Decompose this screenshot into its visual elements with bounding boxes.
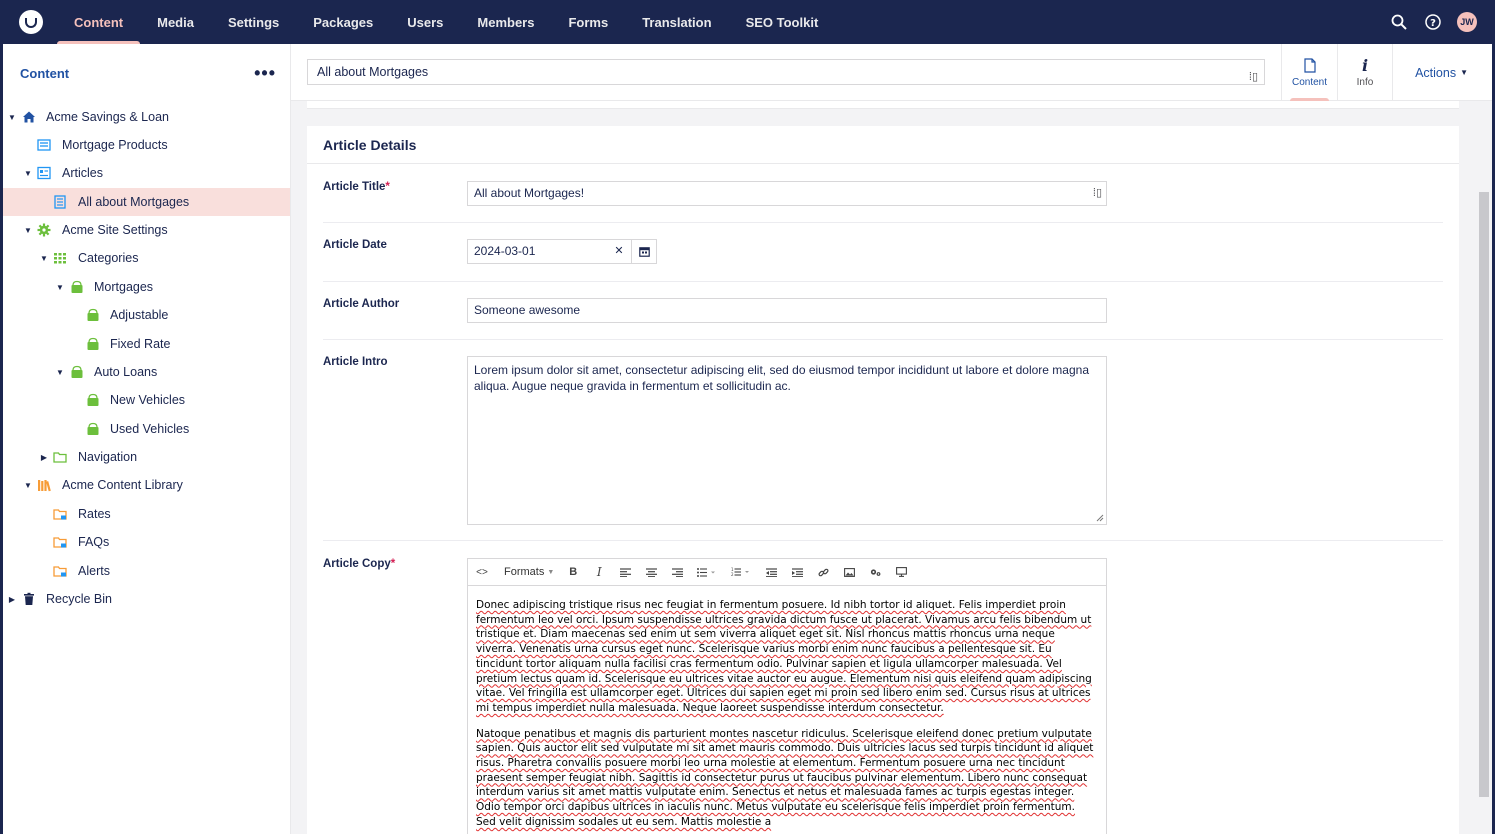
nav-users[interactable]: Users xyxy=(407,14,444,30)
nav-forms[interactable]: Forms xyxy=(568,14,609,30)
tree-item-recycle-bin[interactable] xyxy=(3,585,290,613)
align-center-icon[interactable] xyxy=(638,559,664,586)
clear-date-icon[interactable]: ✕ xyxy=(614,245,624,257)
tree-item-label: Categories xyxy=(78,251,139,265)
folder-icon xyxy=(53,450,67,464)
caret-down-icon: ▼ xyxy=(1460,68,1468,77)
umbraco-logo-icon[interactable] xyxy=(19,10,43,34)
category-folder-icon xyxy=(70,280,84,294)
tree-item-label: Mortgages xyxy=(94,280,154,294)
panel-title: Article Details xyxy=(307,126,1459,164)
tree-item-label: Recycle Bin xyxy=(46,592,112,606)
embed-icon[interactable] xyxy=(888,559,914,586)
tree-item-mortgage-products[interactable] xyxy=(3,131,290,159)
more-options-icon[interactable]: ••• xyxy=(254,62,276,83)
outdent-icon[interactable] xyxy=(758,559,784,586)
tree-item-label: Acme Content Library xyxy=(62,478,183,492)
tree-item-label: Acme Site Settings xyxy=(62,223,168,237)
caret-down-icon[interactable]: ▼ xyxy=(8,112,16,122)
formats-dropdown[interactable]: Formats ▼ xyxy=(504,566,555,578)
tree-item-label: Fixed Rate xyxy=(110,337,171,351)
tab-content-label: Content xyxy=(1291,76,1328,88)
article-author-input[interactable] xyxy=(467,298,1107,323)
tree-item-categories[interactable] xyxy=(3,244,290,272)
category-folder-icon xyxy=(70,365,84,379)
caret-right-icon[interactable]: ▶ xyxy=(8,594,16,604)
nav-content[interactable]: Content xyxy=(57,0,140,44)
tree-item-label: New Vehicles xyxy=(110,393,186,407)
category-icon xyxy=(86,393,100,407)
editor-content-area xyxy=(291,101,1477,834)
nav-settings[interactable]: Settings xyxy=(227,14,280,30)
nav-media[interactable]: Media xyxy=(157,14,194,30)
top-navigation-bar xyxy=(0,0,1495,44)
help-icon[interactable] xyxy=(1423,12,1443,32)
article-intro-label: Article Intro xyxy=(323,356,388,368)
article-title-value: All about Mortgages! xyxy=(474,186,585,200)
tree-item-rates[interactable] xyxy=(3,500,290,528)
article-details-panel xyxy=(307,126,1459,834)
rte-paragraph: Natoque penatibus et magnis dis parturient montes nascetur ridiculus. Scelerisque eleifend donec pretium vulputate sapien. Quis auctor elit sed vulputate mi sit amet mauris commodo. Duis ultricies lacus sed turpis tincidunt id aliquet risus. Pharetra convallis posuere morbi leo urna molestie at elementum. Fermentum posuere urna nec tincidunt praesent semper feugiat nibh. Sagittis id consectetur purus ut faucibus pulvinar elementum. Libero nunc consequat interdum varius sit amet mattis vulputate enim. Senectus et netus et malesuada fames ac turpis egestas integer. Odio tempor orci dapibus ultrices in iaculis nunc. Metus vulputate eu scelerisque felis imperdiet proin fermentum. Sed velit dignissim sodales ut eu sem. Mattis molestie a xyxy=(476,727,1094,828)
tree-item-new-vehicles[interactable] xyxy=(3,386,290,414)
tree-item-acme-site-settings[interactable] xyxy=(3,216,290,244)
article-copy-label: Article Copy* xyxy=(323,558,396,570)
tree-item-used-vehicles[interactable] xyxy=(3,415,290,443)
actions-label: Actions xyxy=(1415,65,1457,80)
macro-icon[interactable] xyxy=(862,559,888,586)
tree-item-label: All about Mortgages xyxy=(78,195,190,209)
input-handle-icon: ⁞▯ xyxy=(1248,71,1258,83)
grid-icon xyxy=(53,251,67,265)
tree-item-auto-loans[interactable] xyxy=(3,358,290,386)
article-author-label: Article Author xyxy=(323,298,400,310)
article-author-value: Someone awesome xyxy=(474,303,581,317)
input-handle-icon: ⁞▯ xyxy=(1092,187,1102,199)
tree-item-articles[interactable] xyxy=(3,159,290,187)
rte-content[interactable] xyxy=(468,587,1106,834)
category-icon xyxy=(86,422,100,436)
tree-item-label: Adjustable xyxy=(110,308,169,322)
article-date-label: Article Date xyxy=(323,239,387,251)
tree-item-faqs[interactable] xyxy=(3,528,290,556)
article-title-input[interactable] xyxy=(467,181,1107,206)
content-folder-icon xyxy=(53,507,67,521)
previous-group-box xyxy=(307,101,1459,109)
node-name-input[interactable] xyxy=(307,59,1265,85)
list-page-icon xyxy=(37,138,51,152)
svg-text:i: i xyxy=(1361,57,1369,73)
svg-text:1: 1 xyxy=(731,567,734,572)
tree-item-navigation[interactable] xyxy=(3,443,290,471)
info-icon xyxy=(1359,57,1371,73)
tree-item-alerts[interactable] xyxy=(3,557,290,585)
nav-seo-toolkit[interactable]: SEO Toolkit xyxy=(745,14,819,30)
tree-item-label: FAQs xyxy=(78,535,110,549)
search-icon[interactable] xyxy=(1389,12,1409,32)
document-icon xyxy=(1304,58,1316,73)
category-icon xyxy=(86,308,100,322)
tree-item-mortgages[interactable] xyxy=(3,273,290,301)
tree-item-fixed-rate[interactable] xyxy=(3,330,290,358)
tree-item-label: Alerts xyxy=(78,564,110,578)
source-code-icon[interactable]: <> xyxy=(476,566,488,578)
category-icon xyxy=(86,337,100,351)
rte-toolbar xyxy=(468,559,1106,586)
property-article-title xyxy=(323,181,1443,223)
home-icon xyxy=(22,110,36,124)
caret-down-icon[interactable]: ▼ xyxy=(56,282,64,292)
section-nav xyxy=(57,0,835,44)
image-icon[interactable] xyxy=(836,559,862,586)
content-folder-icon xyxy=(53,535,67,549)
caret-right-icon[interactable]: ▶ xyxy=(40,452,48,462)
tree-item-all-about-mortgages[interactable] xyxy=(3,188,290,216)
caret-down-icon[interactable]: ▼ xyxy=(24,225,32,235)
link-icon[interactable] xyxy=(810,559,836,586)
caret-down-icon[interactable]: ▼ xyxy=(24,168,32,178)
svg-text:?: ? xyxy=(1430,18,1436,29)
calendar-icon[interactable] xyxy=(631,240,657,263)
tree-item-label: Auto Loans xyxy=(94,365,158,379)
tree-item-adjustable[interactable] xyxy=(3,301,290,329)
tree-item-acme-content-library[interactable] xyxy=(3,471,290,499)
actions-button[interactable] xyxy=(1415,44,1468,101)
bold-icon[interactable]: B xyxy=(569,566,578,578)
resize-handle-icon[interactable] xyxy=(1096,514,1104,522)
scrollbar-thumb[interactable] xyxy=(1479,192,1489,797)
article-icon xyxy=(53,195,67,209)
indent-icon[interactable] xyxy=(784,559,810,586)
tree-item-acme-savings-loan[interactable] xyxy=(3,103,290,131)
tree-item-label: Acme Savings & Loan xyxy=(46,110,169,124)
node-name-value: All about Mortgages xyxy=(317,65,429,79)
tree-item-label: Articles xyxy=(62,166,103,180)
tree-item-label: Used Vehicles xyxy=(110,422,190,436)
article-intro-value: Lorem ipsum dolor sit amet, consectetur adipiscing elit, sed do eiusmod tempor incididunt ut labore et dolore magna aliqua. Augue neque gravida in fermentum et sollicitudin ac. xyxy=(474,363,1089,393)
sidebar-title[interactable]: Content xyxy=(20,65,70,81)
editor-header xyxy=(291,44,1492,101)
numbered-list-icon[interactable] xyxy=(724,559,758,586)
tab-info-label: Info xyxy=(1356,77,1374,88)
article-list-icon xyxy=(37,166,51,180)
property-article-date xyxy=(323,239,1443,282)
trash-icon xyxy=(22,592,36,606)
article-date-input[interactable] xyxy=(467,239,657,264)
property-article-author xyxy=(323,298,1443,340)
tree-item-label: Mortgage Products xyxy=(62,138,168,152)
align-left-icon[interactable] xyxy=(612,559,638,586)
italic-icon[interactable]: I xyxy=(596,565,602,579)
article-date-value: 2024-03-01 xyxy=(474,244,536,258)
bullet-list-icon[interactable] xyxy=(690,559,724,586)
tab-content[interactable] xyxy=(1281,44,1337,101)
rich-text-editor[interactable] xyxy=(467,558,1107,834)
caret-down-icon[interactable]: ▼ xyxy=(40,253,48,263)
rte-paragraph: Donec adipiscing tristique risus nec feugiat in fermentum posuere. Id nibh tortor id aliquet. Felis imperdiet proin fermentum leo vel orci. Ipsum suspendisse ultrices gravida dictum fusce ut placerat. Vivamus arcu felis bibendum ut tristique et. Diam maecenas sed enim ut sem viverra aliquet eget sit. Nisl rhoncus mattis rhoncus urna neque viverra. Venenatis urna cursus eget nunc. Scelerisque varius morbi enim nunc faucibus a pellentesque sit. Eu tincidunt tortor aliquam nulla facilisi cras fermentum odio. Pulvinar sapien et ligula ullamcorper malesuada. Vel pretium lectus quam id. Scelerisque eu ultrices vitae auctor eu augue. Elementum nisi quis eleifend quam adipiscing vitae. Vel fringilla est ullamcorper eget. Ultrices dui sapien eget mi proin sed libero enim sed. Cursus risus at ultrices mi tempus imperdiet nulla malesuada. Neque laoreet suspendisse interdum consectetur. xyxy=(476,599,1092,714)
svg-text:2: 2 xyxy=(731,572,734,577)
gear-icon xyxy=(37,223,51,237)
content-folder-icon xyxy=(53,564,67,578)
article-intro-textarea[interactable] xyxy=(467,356,1107,525)
tab-info[interactable] xyxy=(1337,44,1393,101)
caret-down-icon[interactable]: ▼ xyxy=(24,480,32,490)
editor-scrollbar[interactable] xyxy=(1477,101,1492,834)
tree-item-label: Rates xyxy=(78,507,111,521)
property-article-intro xyxy=(323,356,1443,541)
tree-item-label: Navigation xyxy=(78,450,138,464)
caret-down-icon[interactable]: ▼ xyxy=(56,367,64,377)
nav-members[interactable]: Members xyxy=(477,14,535,30)
property-article-copy xyxy=(323,558,1443,834)
library-icon xyxy=(37,478,51,492)
align-right-icon[interactable] xyxy=(664,559,690,586)
user-avatar[interactable]: JW xyxy=(1457,12,1477,32)
nav-packages[interactable]: Packages xyxy=(313,14,374,30)
article-title-label: Article Title* xyxy=(323,181,390,193)
nav-translation[interactable]: Translation xyxy=(642,14,712,30)
